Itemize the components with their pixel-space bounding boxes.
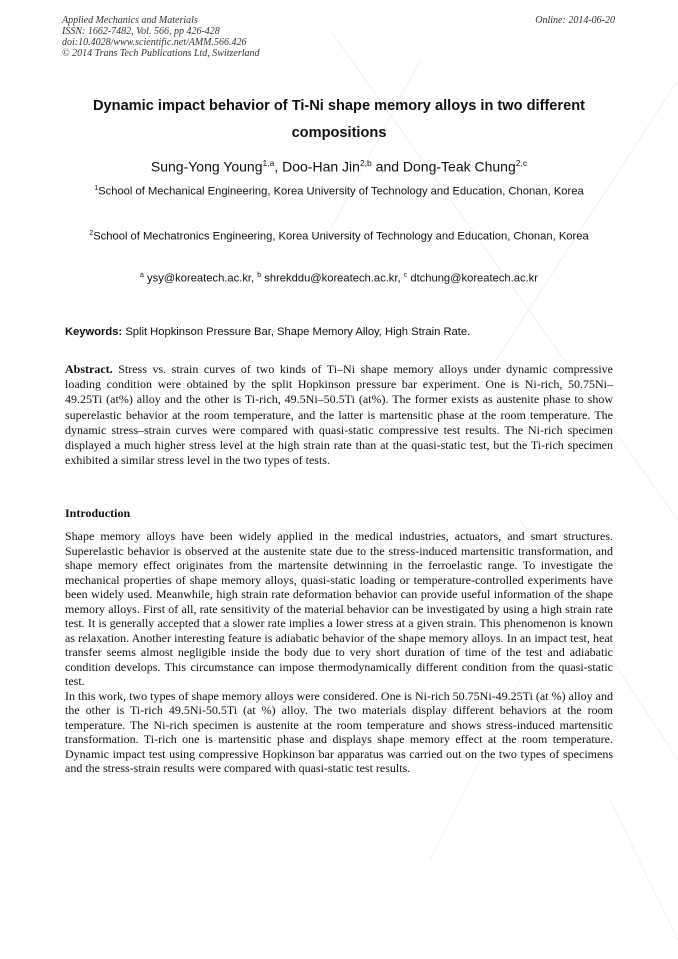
issn-line: ISSN: 1662-7482, Vol. 566, pp 426-428	[62, 26, 220, 37]
intro-paragraph: In this work, two types of shape memory alloys were considered. One is Ni-rich 50.75Ni-49.25Ti (at %) alloy and the other is Ti-rich 49.5Ni-50.5Ti (at %) alloy. The two materials display different behaviors at the room temperature. The Ni-rich specimen is austenite at the room temperature and shows stress-induced martensitic transformation. Ti-rich one is martensitic phase and displays shape memory effect at the room temperature. Dynamic impact test using compressive Hopkinson bar apparatus was carried out on the two types of specimens and the stress-strain results were compared with quasi-static test results.	[65, 688, 613, 775]
email-sup: b	[257, 272, 262, 279]
email-link[interactable]: shrekddu@koreatech.ac.kr	[264, 272, 398, 285]
author-separator: ,	[274, 158, 283, 175]
affiliation-text: School of Mechatronics Engineering, Korea University of Technology and Education, Chonan, Korea	[93, 230, 589, 243]
keywords-label: Keywords:	[65, 326, 123, 338]
copyright-line: © 2014 Trans Tech Publications Ltd, Switzerland	[62, 48, 260, 59]
email-link[interactable]: dtchung@koreatech.ac.kr	[410, 272, 538, 285]
author-name: Dong-Teak Chung	[402, 158, 516, 175]
affiliation-sup: 1	[94, 185, 99, 192]
author-sup: 2,b	[359, 158, 372, 168]
keywords-text: Split Hopkinson Pressure Bar, Shape Memory Alloy, High Strain Rate.	[125, 326, 471, 338]
author-sup: 1,a	[262, 158, 275, 168]
affiliation-sup: 2	[89, 230, 94, 237]
email-sup: c	[403, 272, 408, 279]
email-link[interactable]: ysy@koreatech.ac.kr	[147, 272, 252, 285]
journal-name: Applied Mechanics and Materials	[62, 15, 198, 26]
online-date: Online: 2014-06-20	[535, 15, 615, 26]
author-name: Sung-Yong Young	[150, 158, 263, 175]
affiliation-text: School of Mechanical Engineering, Korea University of Technology and Education, Chonan, Korea	[98, 185, 584, 198]
introduction-body	[65, 529, 613, 776]
email-list: $^a$ ysy@koreatech.ac.kr, $^b$ shrekddu@koreatech.ac.kr, $^c$ dtchung@koreatech.ac.kr	[140, 272, 538, 285]
affiliation-2	[60, 223, 618, 248]
paper-title: Dynamic impact behavior of Ti-Ni shape memory alloys in two different compositions	[93, 98, 585, 141]
doi-line: doi:10.4028/www.scientific.net/AMM.566.426	[62, 37, 247, 48]
abstract-text: Stress vs. strain curves of two kinds of Ti–Ni shape memory alloys under dynamic compressive loading condition were obtained by the split Hopkinson pressure bar experiment. One is Ni-rich, 50.75Ni–49.25Ti (at%) alloy and the other is Ti-rich, 49.5Ni–50.5Ti (at%). The former exists as austenite phase to show superelastic behavior at the room temperature, and the latter is martensitic phase at the room temperature. The dynamic stress–strain curves were compared with quasi-static compressive test results. The Ni-rich specimen displayed a much higher stress level at the high strain rate than at the quasi-static test, but the Ti-rich specimen exhibited a similar stress level in the two types of tests.	[65, 362, 613, 468]
abstract	[65, 362, 613, 468]
journal-header	[62, 15, 260, 59]
keywords	[65, 323, 625, 341]
author-separator: and	[371, 158, 403, 175]
author-sup: 2,c	[515, 158, 528, 168]
intro-paragraph: Shape memory alloys have been widely applied in the medical industries, actuators, and smart structures. Superelastic behavior is observed at the austenite state due to the stress-induced martensitic transformation, and shape memory effect originates from the martensite detwinning in the ferroelastic range. To investigate the mechanical properties of shape memory alloys, quasi-static loading or temperature-controlled experiments have been widely used. Meanwhile, high strain rate deformation behavior can provide useful information of the shape memory alloys. First of all, rate sensitivity of the material behavior can be investigated by using a high strain rate test. It is generally accepted that a slower rate implies a lower stress at a given strain. This phenomenon is known as relaxation. Another interesting feature is adiabatic behavior of the shape memory alloys. In an impact test, heat transfer seems almost negligible inside the body due to very short duration of time of the test and adiabatic condition develops. This circumstance can impose thermodynamically different condition from the quasi-static test.	[65, 529, 613, 688]
author-list	[40, 153, 638, 177]
author-name: Doo-Han Jin	[282, 158, 360, 175]
section-heading-introduction: Introduction	[65, 506, 131, 520]
email-sup: a	[140, 272, 144, 279]
affiliation-1	[60, 178, 618, 203]
abstract-label: Abstract.	[65, 362, 113, 376]
